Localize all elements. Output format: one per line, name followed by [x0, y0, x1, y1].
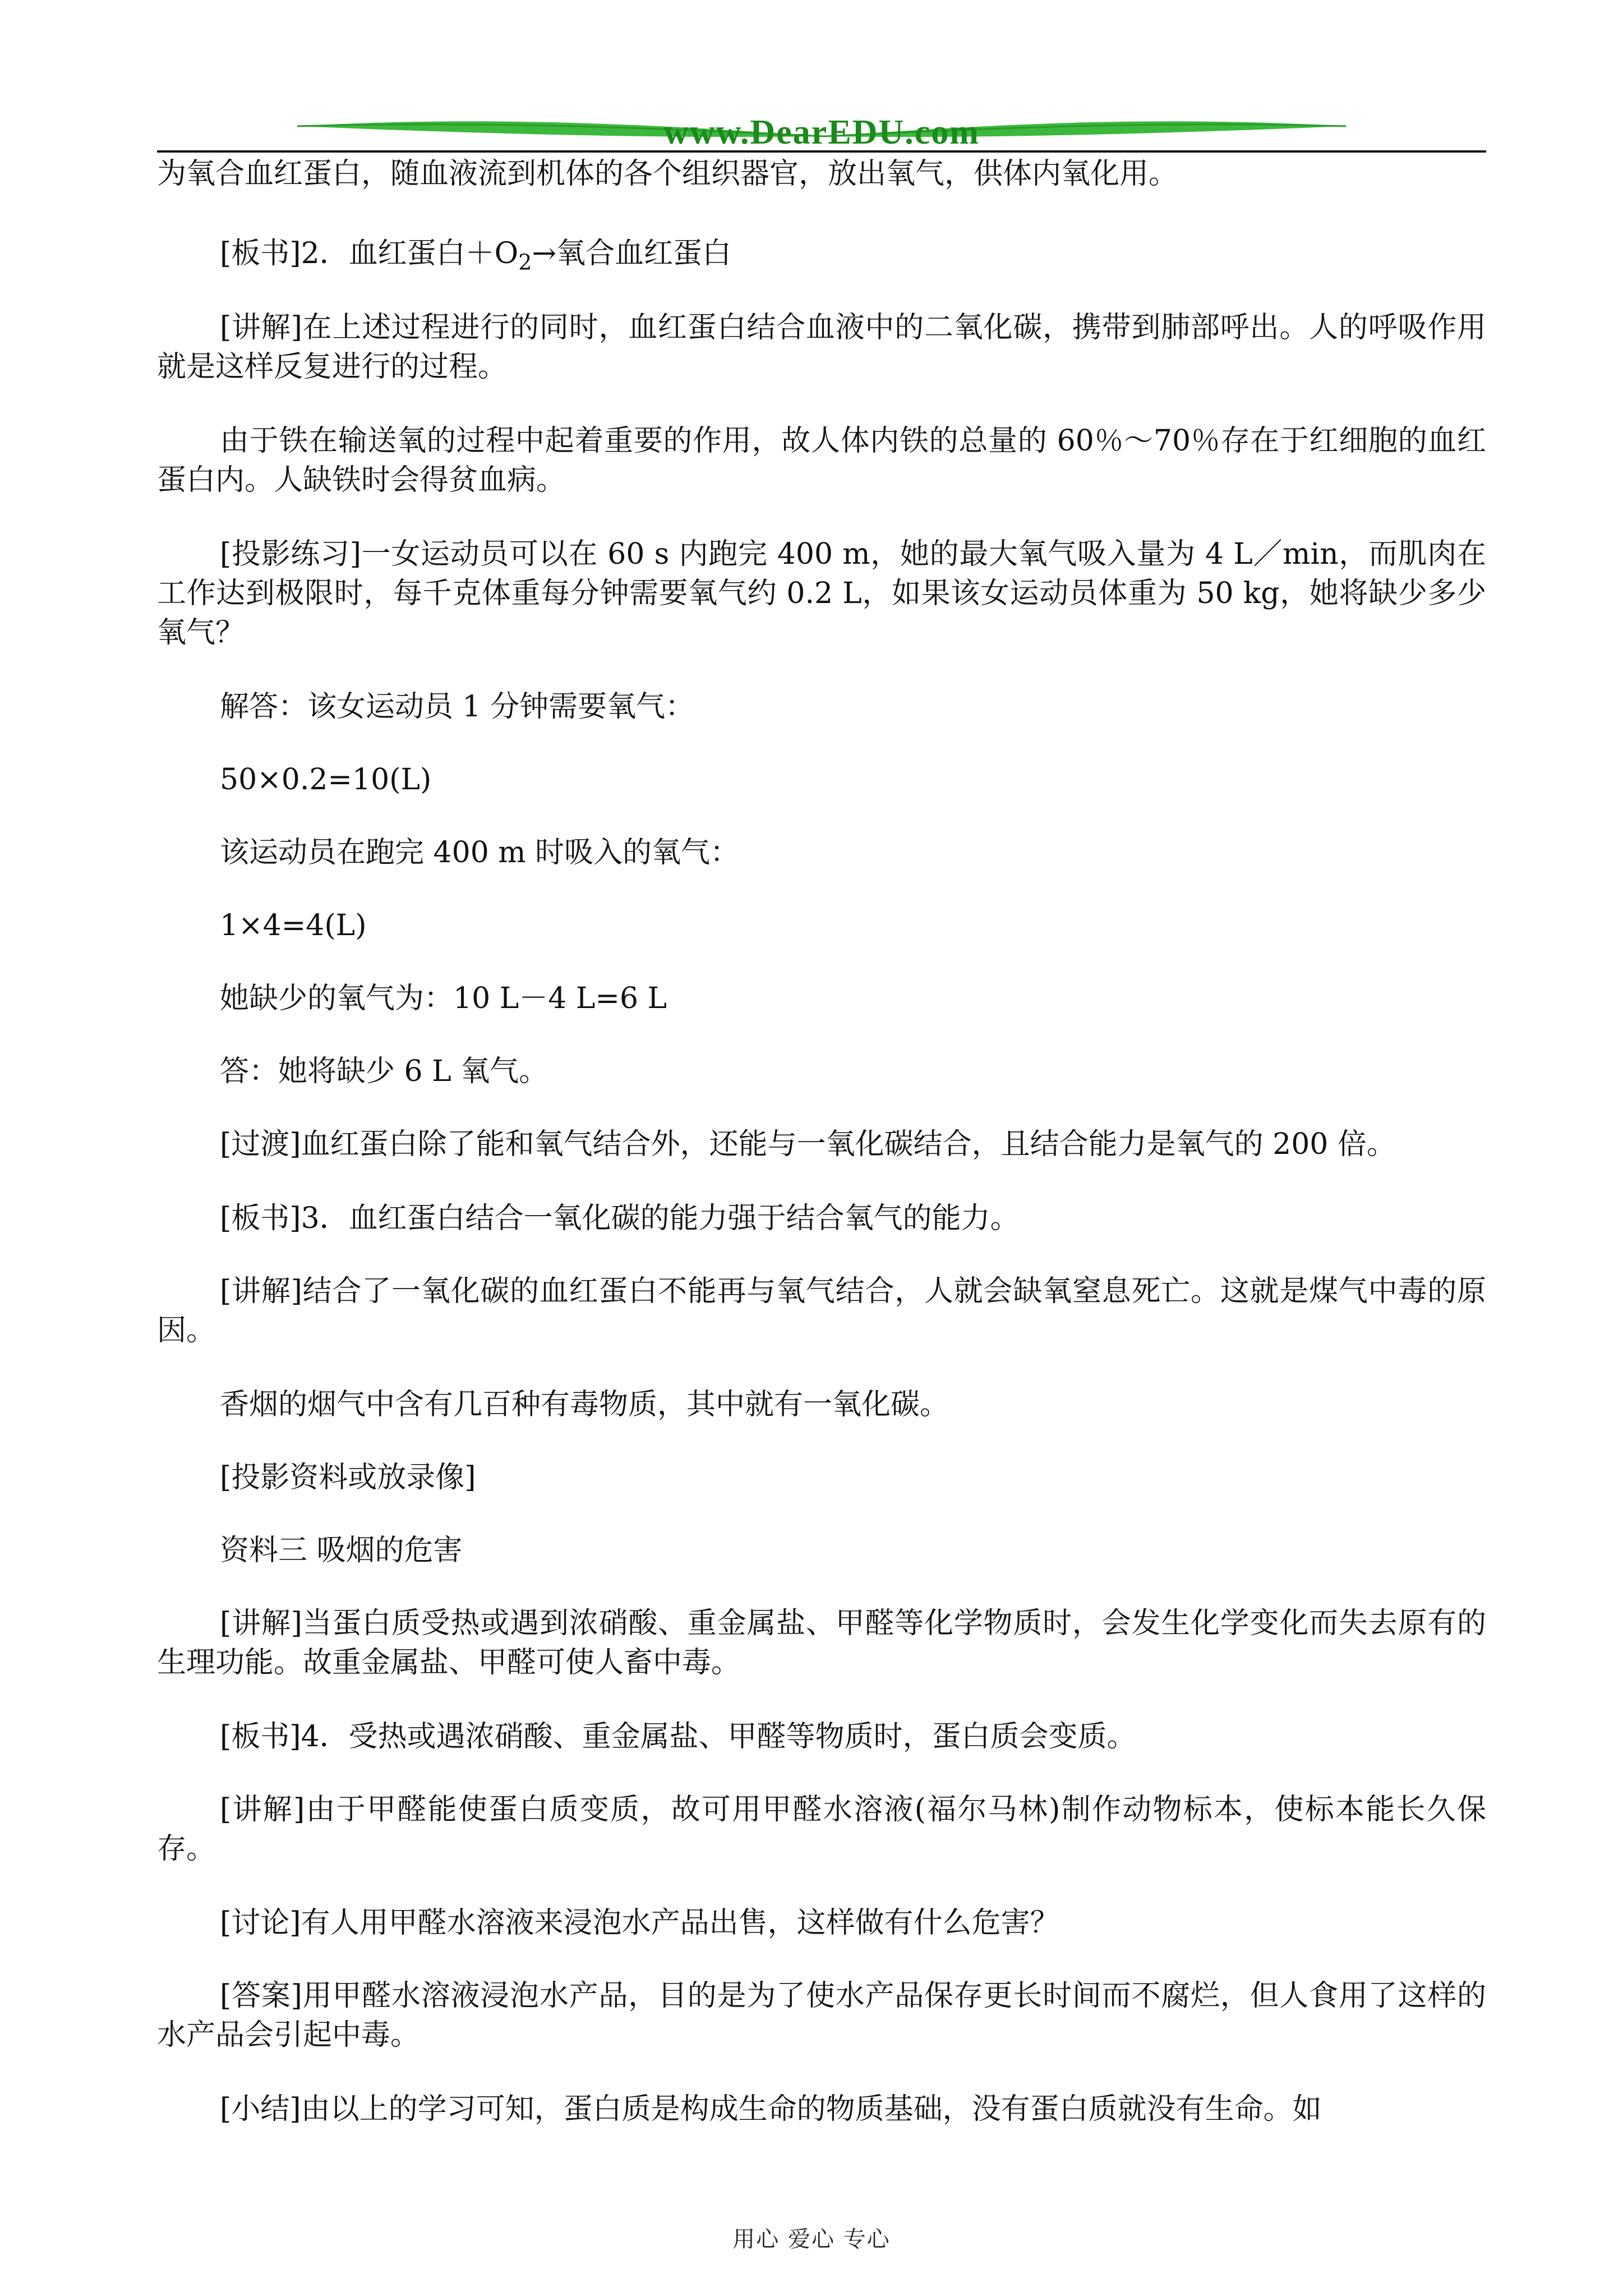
paragraph: 50×0.2=10(L): [220, 763, 432, 797]
paragraph: 由于铁在输送氧的过程中起着重要的作用，故人体内铁的总量的 60％～70％存在于红细胞的血红蛋白内。人缺铁时会得贫血病。: [157, 424, 1486, 497]
site-header: [157, 109, 1486, 154]
paragraph: [答案]用甲醛水溶液浸泡水产品，目的是为了使水产品保存更长时间而不腐烂，但人食用了这样的水产品会引起中毒。: [157, 1979, 1486, 2052]
board-note-text-end: →氧合血红蛋白: [532, 237, 732, 270]
paragraph: [板书]4．受热或遇浓硝酸、重金属盐、甲醛等物质时，蛋白质会变质。: [220, 1720, 1136, 1754]
paragraph: 为氧合血红蛋白，随血液流到机体的各个组织器官，放出氧气，供体内氧化用。: [157, 157, 1178, 191]
paragraph: [投影练习]一女运动员可以在 60 s 内跑完 400 m，她的最大氧气吸入量为 4 L／min，而肌肉在工作达到极限时，每千克体重每分钟需要氧气约 0.2 L，如果该女运动员体重为 50 kg，她将缺少多少氧气？: [157, 537, 1486, 650]
paragraph: 答：她将缺少 6 L 氧气。: [220, 1055, 548, 1088]
document-body: [157, 154, 1486, 2164]
paragraph: [小结]由以上的学习可知，蛋白质是构成生命的物质基础，没有蛋白质就没有生命。如: [220, 2092, 1322, 2126]
paragraph: [讲解]在上述过程进行的同时，血红蛋白结合血液中的二氧化碳，携带到肺部呼出。人的呼吸作用就是这样反复进行的过程。: [157, 311, 1486, 384]
paragraph: 香烟的烟气中含有几百种有毒物质，其中就有一氧化碳。: [220, 1388, 949, 1421]
paragraph: 该运动员在跑完 400 m 时吸入的氧气：: [220, 836, 740, 869]
subscript: 2: [518, 250, 532, 275]
page-footer: 用心 爱心 专心: [732, 2226, 891, 2252]
paragraph: 1×4=4(L): [220, 909, 367, 942]
paragraph: [投影资料或放录像]: [220, 1461, 476, 1494]
header-divider: [157, 150, 1486, 153]
paragraph: 解答：该女运动员 1 分钟需要氧气：: [220, 690, 695, 724]
site-logo-text[interactable]: www.DearEDU.com: [663, 113, 980, 151]
paragraph: 她缺少的氧气为：10 L－4 L=6 L: [220, 982, 667, 1015]
paragraph: [157, 234, 1486, 273]
paragraph: [过渡]血红蛋白除了能和氧气结合外，还能与一氧化碳结合，且结合能力是氧气的 200 倍。: [220, 1128, 1396, 1161]
paragraph: [板书]3．血红蛋白结合一氧化碳的能力强于结合氧气的能力。: [220, 1202, 1020, 1235]
paragraph: [讲解]当蛋白质受热或遇到浓硝酸、重金属盐、甲醛等化学物质时，会发生化学变化而失去原有的生理功能。故重金属盐、甲醛可使人畜中毒。: [157, 1607, 1486, 1680]
board-note-text: [板书]2．血红蛋白＋O: [220, 237, 519, 270]
paragraph: [讲解]结合了一氧化碳的血红蛋白不能再与氧气结合，人就会缺氧窒息死亡。这就是煤气中毒的原因。: [157, 1274, 1486, 1347]
paragraph: [讲解]由于甲醛能使蛋白质变质，故可用甲醛水溶液(福尔马林)制作动物标本，使标本能长久保存。: [157, 1793, 1486, 1866]
paragraph: [讨论]有人用甲醛水溶液来浸泡水产品出售，这样做有什么危害？: [220, 1906, 1059, 1940]
paragraph: 资料三 吸烟的危害: [220, 1534, 463, 1567]
